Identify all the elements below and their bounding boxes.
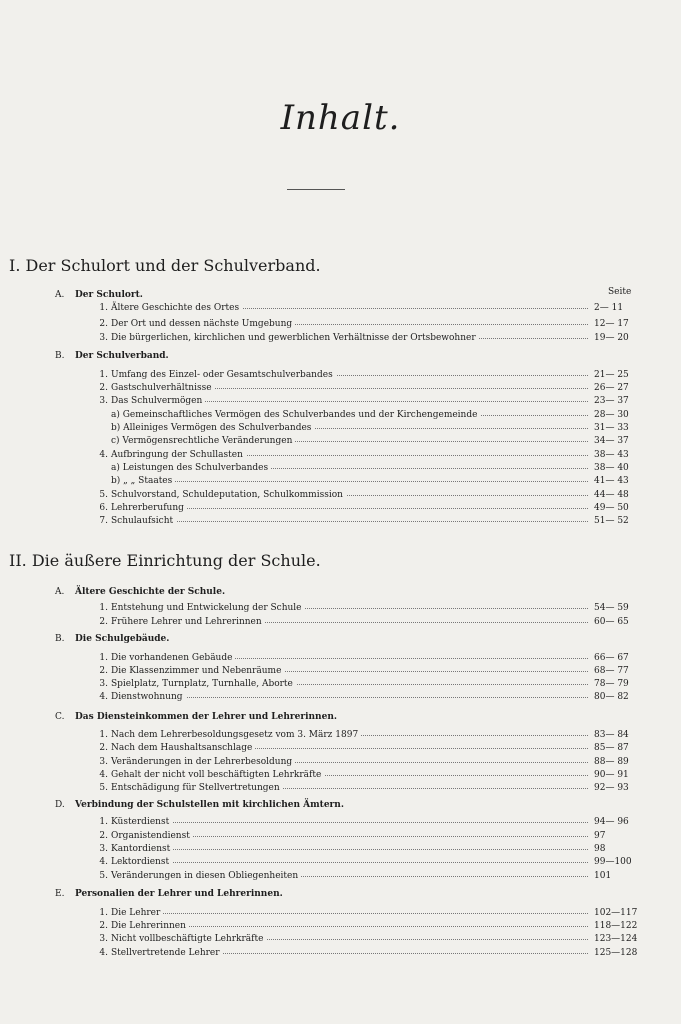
entry-text: Lehrerberufung bbox=[111, 503, 187, 513]
entry-number: 4. bbox=[99, 948, 108, 958]
toc-entry bbox=[92, 730, 588, 742]
entry-pages: 31— 33 bbox=[594, 423, 629, 433]
entry-text: Schulaufsicht bbox=[111, 516, 176, 526]
entry-text: Nach dem Lehrerbesoldungsgesetz vom 3. März 1897 bbox=[111, 730, 361, 740]
toc-entry bbox=[92, 948, 588, 960]
entry-text: Stellvertretende Lehrer bbox=[111, 948, 223, 958]
page-title: Inhalt. bbox=[280, 98, 401, 138]
entry-pages: 85— 87 bbox=[594, 743, 629, 753]
entry-text: Der Ort und dessen nächste Umgebung bbox=[111, 319, 295, 329]
leader-dots bbox=[111, 822, 588, 823]
entry-text: Frühere Lehrer und Lehrerinnen bbox=[111, 617, 265, 627]
toc-entry bbox=[92, 934, 588, 946]
section-letter: E. bbox=[55, 889, 65, 899]
entry-text: Gastschulverhältnisse bbox=[111, 383, 215, 393]
part-heading-2: II. Die äußere Einrichtung der Schule. bbox=[9, 551, 321, 570]
entry-text: Entstehung und Entwickelung der Schule bbox=[111, 603, 305, 613]
toc-entry bbox=[92, 383, 588, 395]
entry-number: 5. bbox=[99, 490, 108, 500]
toc-entry bbox=[92, 450, 588, 462]
section-title: Ältere Geschichte der Schule. bbox=[75, 587, 226, 597]
entry-text: Lektordienst bbox=[111, 857, 172, 867]
toc-entry bbox=[92, 783, 588, 795]
entry-text: a) Gemeinschaftliches Vermögen des Schulverbandes und der Kirchengemeinde bbox=[111, 410, 480, 420]
toc-entry bbox=[92, 844, 588, 856]
section-title: Die Schulgebäude. bbox=[75, 634, 170, 644]
entry-text: Gehalt der nicht voll beschäftigten Lehrkräfte bbox=[111, 770, 324, 780]
entry-text: Ältere Geschichte des Ortes bbox=[111, 303, 242, 313]
toc-entry bbox=[92, 743, 588, 755]
entry-pages: 38— 40 bbox=[594, 463, 629, 473]
entry-text: Dienstwohnung bbox=[111, 692, 186, 702]
toc-entry bbox=[92, 396, 588, 408]
entry-text: Küsterdienst bbox=[111, 817, 172, 827]
entry-pages: 38— 43 bbox=[594, 450, 629, 460]
entry-pages: 19— 20 bbox=[594, 333, 629, 343]
toc-entry bbox=[92, 831, 588, 843]
entry-pages: 99—100 bbox=[594, 857, 632, 867]
entry-number: 4. bbox=[99, 450, 108, 460]
section-title: Das Diensteinkommen der Lehrer und Lehrerinnen. bbox=[75, 712, 337, 722]
leader-dots bbox=[111, 913, 588, 914]
entry-number: 3. bbox=[99, 333, 108, 343]
entry-text: Schulvorstand, Schuldeputation, Schulkommission bbox=[111, 490, 346, 500]
toc-entry bbox=[92, 653, 588, 665]
entry-number: 2. bbox=[99, 617, 108, 627]
entry-text: Umfang des Einzel- oder Gesamtschulverbandes bbox=[111, 370, 336, 380]
section-heading bbox=[55, 290, 143, 300]
entry-number: 3. bbox=[99, 934, 108, 944]
entry-pages: 98 bbox=[594, 844, 606, 854]
section-letter: B. bbox=[55, 634, 65, 644]
toc-entry bbox=[92, 423, 588, 435]
entry-text: Die Klassenzimmer und Nebenräume bbox=[111, 666, 284, 676]
entry-pages: 21— 25 bbox=[594, 370, 629, 380]
toc-entry bbox=[92, 757, 588, 769]
entry-text: Die Lehrer bbox=[111, 908, 163, 918]
section-heading bbox=[55, 634, 169, 644]
entry-text: b) Alleiniges Vermögen des Schulverbandes bbox=[111, 423, 314, 433]
toc-entry bbox=[92, 603, 588, 615]
entry-text: Die Lehrerinnen bbox=[111, 921, 189, 931]
entry-pages: 78— 79 bbox=[594, 679, 629, 689]
entry-number: 4. bbox=[99, 692, 108, 702]
entry-number: 1. bbox=[99, 730, 108, 740]
toc-entry bbox=[92, 333, 588, 345]
entry-pages: 34— 37 bbox=[594, 436, 629, 446]
entry-pages: 66— 67 bbox=[594, 653, 629, 663]
toc-entry bbox=[92, 516, 588, 528]
entry-text: c) Vermögensrechtliche Veränderungen bbox=[111, 436, 295, 446]
entry-text: Aufbringung der Schullasten bbox=[111, 450, 246, 460]
entry-pages: 83— 84 bbox=[594, 730, 629, 740]
toc-entry bbox=[92, 436, 588, 448]
entry-number: 2. bbox=[99, 743, 108, 753]
entry-number: 1. bbox=[99, 370, 108, 380]
entry-number: 5. bbox=[99, 871, 108, 881]
entry-pages: 2— 11 bbox=[594, 303, 624, 313]
toc-entry bbox=[92, 871, 588, 883]
entry-number: 5. bbox=[99, 783, 108, 793]
entry-number: 3. bbox=[99, 757, 108, 767]
entry-text: Nach dem Haushaltsanschlage bbox=[111, 743, 255, 753]
entry-pages: 118—122 bbox=[594, 921, 638, 931]
toc-entry bbox=[92, 370, 588, 382]
entry-number: 1. bbox=[99, 603, 108, 613]
toc-entry bbox=[92, 319, 588, 331]
toc-entry bbox=[92, 490, 588, 502]
section-letter: A. bbox=[55, 290, 65, 300]
entry-text: Veränderungen in der Lehrerbesoldung bbox=[111, 757, 295, 767]
entry-text: Organistendienst bbox=[111, 831, 193, 841]
section-heading bbox=[55, 712, 337, 722]
entry-pages: 41— 43 bbox=[594, 476, 629, 486]
entry-number: 4. bbox=[99, 857, 108, 867]
entry-pages: 90— 91 bbox=[594, 770, 629, 780]
entry-number: 3. bbox=[99, 844, 108, 854]
section-letter: C. bbox=[55, 712, 65, 722]
entry-number: 7. bbox=[99, 516, 108, 526]
entry-pages: 94— 96 bbox=[594, 817, 629, 827]
entry-text: Entschädigung für Stellvertretungen bbox=[111, 783, 283, 793]
section-title: Verbindung der Schulstellen mit kirchlichen Ämtern. bbox=[75, 800, 344, 810]
entry-pages: 80— 82 bbox=[594, 692, 629, 702]
title-divider bbox=[287, 189, 345, 190]
entry-pages: 102—117 bbox=[594, 908, 638, 918]
toc-entry bbox=[92, 817, 588, 829]
toc-entry bbox=[92, 503, 588, 515]
entry-pages: 101 bbox=[594, 871, 612, 881]
toc-entry bbox=[92, 617, 588, 629]
leader-dots bbox=[111, 481, 588, 482]
section-letter: A. bbox=[55, 587, 65, 597]
entry-text: Das Schulvermögen bbox=[111, 396, 205, 406]
entry-pages: 28— 30 bbox=[594, 410, 629, 420]
section-title: Der Schulort. bbox=[75, 290, 143, 300]
section-heading bbox=[55, 351, 169, 361]
entry-number: 3. bbox=[99, 679, 108, 689]
section-title: Personalien der Lehrer und Lehrerinnen. bbox=[75, 889, 283, 899]
entry-pages: 92— 93 bbox=[594, 783, 629, 793]
entry-pages: 125—128 bbox=[594, 948, 638, 958]
entry-pages: 51— 52 bbox=[594, 516, 629, 526]
entry-number: 2. bbox=[99, 319, 108, 329]
entry-text: Spielplatz, Turnplatz, Turnhalle, Aborte bbox=[111, 679, 296, 689]
toc-entry bbox=[92, 679, 588, 691]
section-letter: B. bbox=[55, 351, 65, 361]
entry-number: 2. bbox=[99, 831, 108, 841]
entry-number: 1. bbox=[99, 908, 108, 918]
entry-number: 2. bbox=[99, 383, 108, 393]
entry-pages: 97 bbox=[594, 831, 606, 841]
entry-number: 1. bbox=[99, 817, 108, 827]
entry-number: 1. bbox=[99, 303, 108, 313]
entry-text: Veränderungen in diesen Obliegenheiten bbox=[111, 871, 301, 881]
section-letter: D. bbox=[55, 800, 65, 810]
entry-pages: 88— 89 bbox=[594, 757, 629, 767]
entry-number: 6. bbox=[99, 503, 108, 513]
entry-text: Kantordienst bbox=[111, 844, 173, 854]
entry-number: 3. bbox=[99, 396, 108, 406]
entry-text: Die bürgerlichen, kirchlichen und gewerblichen Verhältnisse der Ortsbewohner bbox=[111, 333, 479, 343]
entry-pages: 26— 27 bbox=[594, 383, 629, 393]
entry-pages: 49— 50 bbox=[594, 503, 629, 513]
part-heading-1: I. Der Schulort und der Schulverband. bbox=[9, 256, 321, 275]
leader-dots bbox=[111, 849, 588, 850]
entry-pages: 54— 59 bbox=[594, 603, 629, 613]
section-title: Der Schulverband. bbox=[75, 351, 169, 361]
toc-entry bbox=[92, 770, 588, 782]
entry-text: b) „ „ Staates bbox=[111, 476, 175, 486]
leader-dots bbox=[111, 521, 588, 522]
section-heading bbox=[55, 800, 344, 810]
toc-entry bbox=[92, 410, 588, 422]
toc-entry bbox=[92, 666, 588, 678]
section-heading bbox=[55, 587, 225, 597]
entry-pages: 68— 77 bbox=[594, 666, 629, 676]
entry-number: 2. bbox=[99, 666, 108, 676]
leader-dots bbox=[111, 862, 588, 863]
entry-number: 1. bbox=[99, 653, 108, 663]
seite-label: Seite bbox=[608, 287, 632, 297]
entry-text: Die vorhandenen Gebäude bbox=[111, 653, 235, 663]
toc-entry bbox=[92, 463, 588, 475]
entry-pages: 60— 65 bbox=[594, 617, 629, 627]
toc-entry bbox=[92, 921, 588, 933]
entry-pages: 123—124 bbox=[594, 934, 638, 944]
toc-entry bbox=[92, 303, 588, 315]
entry-number: 4. bbox=[99, 770, 108, 780]
entry-pages: 12— 17 bbox=[594, 319, 629, 329]
toc-entry bbox=[92, 857, 588, 869]
toc-entry bbox=[92, 908, 588, 920]
entry-text: Nicht vollbeschäftigte Lehrkräfte bbox=[111, 934, 266, 944]
toc-entry bbox=[92, 692, 588, 704]
section-heading bbox=[55, 889, 283, 899]
entry-text: a) Leistungen des Schulverbandes bbox=[111, 463, 271, 473]
entry-pages: 44— 48 bbox=[594, 490, 629, 500]
toc-entry bbox=[92, 476, 588, 488]
entry-pages: 23— 37 bbox=[594, 396, 629, 406]
entry-number: 2. bbox=[99, 921, 108, 931]
